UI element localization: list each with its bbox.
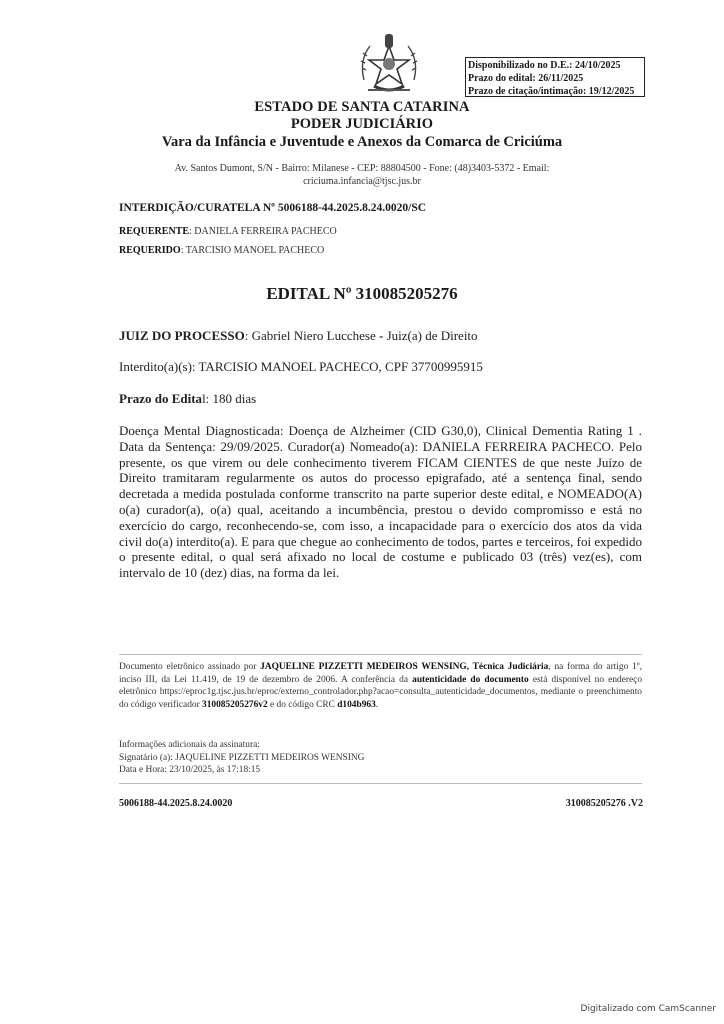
signatario: Signatário (a): JAQUELINE PIZZETTI MEDEIROS WENSING xyxy=(119,752,365,763)
prazo-label: Prazo do Edita xyxy=(119,391,203,406)
requerente-label: REQUERENTE xyxy=(119,226,190,237)
additional-signature-info xyxy=(119,739,364,777)
case-title: INTERDIÇÃO/CURATELA Nº 5006188-44.2025.8.24.0020/SC xyxy=(119,202,427,214)
authenticity-label: autenticidade do documento xyxy=(412,674,529,685)
signature-block xyxy=(119,661,642,711)
sig-text: e do código CRC xyxy=(267,699,338,710)
prazo-value: l: 180 dias xyxy=(202,391,257,406)
requerente-name: : DANIELA FERREIRA PACHECO xyxy=(189,226,337,237)
sig-text: . xyxy=(375,699,379,710)
additional-title: Informações adicionais da assinatura: xyxy=(119,740,260,750)
judge-name: : Gabriel Niero Lucchese xyxy=(244,328,379,343)
prazo-line xyxy=(119,391,256,407)
citation-deadline: Prazo de citação/intimação: 19/12/2025 xyxy=(468,86,635,97)
court-title: Vara da Infância e Juventude e Anexos da Comarca de Criciúma xyxy=(161,134,563,150)
verification-code: 310085205276v2 xyxy=(202,699,268,710)
scanner-watermark: Digitalizado com CamScanner xyxy=(580,1004,716,1014)
signer-name: JAQUELINE PIZZETTI MEDEIROS WENSING, Técnica Judiciária xyxy=(260,662,549,672)
requerente-line xyxy=(119,226,337,237)
sig-text: , na forma do artigo 1º, inciso III, da Lei 11.419, de 19 de dezembro de 2006. A conferência da xyxy=(119,662,642,685)
sig-text: Documento eletrônico assinado por xyxy=(119,662,261,672)
edital-body: Doença Mental Diagnosticada: Doença de Alzheimer (CID G30,0), Clinical Dementia Rating 1 . Data da Sentença: 29/09/2025. Curador(a) Nomeado(a): DANIELA FERREIRA PACHECO. Pelo presente, os que virem ou dele conhecimento tiverem FICAM CIENTES de que neste Juízo de Direito tramitaram regularmente os autos do processo epigrafado, até a sentença final, sendo decretada a medida postulada conforme transcrito na parte superior deste edital, e NOMEADO(A) o(a) curador(a), o(a) qual, aceitando a incumbência, prestou o devido compromisso e está no exercício do cargo, reconhecendo-se, com isso, a incapacidade para o exercício dos atos da vida civil do(a) interdito(a). E para que chegue ao conhecimento de todos, partes e terceiros, foi expedido o presente edital, o qual será afixado no local de costume e publicado 03 (três) vez(es), com intervalo de 10 (dez) dias, na forma da lei. xyxy=(119,423,642,581)
signature-datetime: Data e Hora: 23/10/2025, às 17:18:15 xyxy=(119,765,261,776)
edital-deadline: Prazo do edital: 26/11/2025 xyxy=(468,73,584,84)
requerido-line xyxy=(119,245,324,256)
judge-role: Juiz(a) de Direito xyxy=(383,328,478,343)
requerido-label: REQUERIDO xyxy=(119,245,181,256)
divider xyxy=(119,783,642,784)
judge-line xyxy=(119,328,478,344)
divider xyxy=(119,654,642,655)
edital-title: EDITAL Nº 310085205276 xyxy=(266,284,458,303)
interdito-line: Interdito(a)(s): TARCISIO MANOEL PACHECO, CPF 37700995915 xyxy=(119,359,483,374)
power-title: PODER JUDICIÁRIO xyxy=(290,116,434,132)
court-address xyxy=(0,162,724,188)
requerido-name: : TARCISIO MANOEL PACHECO xyxy=(180,245,325,256)
footer-doc-version: 310085205276 .V2 xyxy=(565,798,643,809)
address-line: Av. Santos Dumont, S/N - Bairro: Milanese - CEP: 88804500 - Fone: (48)3403-5372 - Email: xyxy=(174,163,550,174)
crc-code: d104b963 xyxy=(337,699,376,710)
sig-text: está disponível no endereço eletrônico https://eproc1g.tjsc.jus.br/eproc/externo_controlador.php?acao=consulta_autenticidade_documentos, mediante o preenchimento do código verificador xyxy=(119,674,643,710)
publication-dates-box xyxy=(465,57,645,97)
state-title: ESTADO DE SANTA CATARINA xyxy=(254,99,470,115)
email-line: criciuma.infancia@tjsc.jus.br xyxy=(303,176,421,187)
judge-label: JUIZ DO PROCESSO xyxy=(119,328,245,343)
coat-of-arms-icon xyxy=(354,30,424,100)
published-date: Disponibilizado no D.E.: 24/10/2025 xyxy=(468,60,621,71)
judge-dash: - xyxy=(378,328,384,343)
footer-process-number: 5006188-44.2025.8.24.0020 xyxy=(119,798,233,809)
